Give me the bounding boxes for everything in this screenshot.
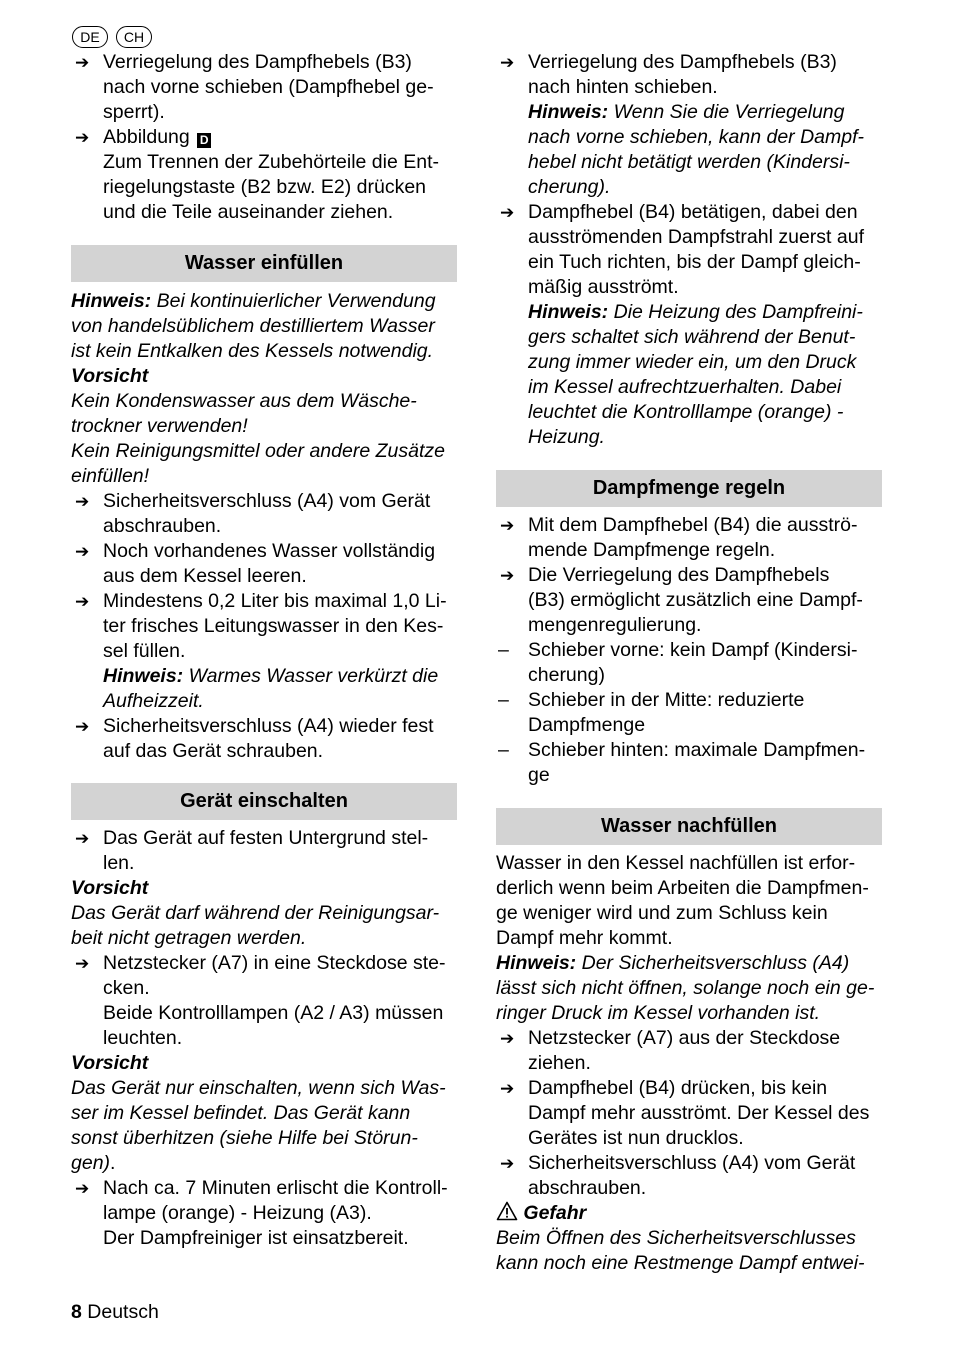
gefahr-text: Beim Öffnen des Sicherheitsverschlusses kann noch eine Restmenge Dampf entwei-	[496, 1227, 865, 1274]
vorsicht-text-3: Das Gerät nur einschalten, wenn sich Was- ser im Kessel befindet. Das Gerät kann sonst überhitzen (siehe Hilfe bei Störun- gen).	[71, 1077, 446, 1174]
gefahr-label: Gefahr	[496, 1201, 882, 1226]
separate-accessories-text: Zum Trennen der Zubehörteile die Ent- riegelungstaste (B2 bzw. E2) drücken und die Teile auseinander ziehen.	[103, 151, 440, 223]
hinweis-pressure: Hinweis: Der Sicherheitsverschluss (A4) lässt sich nicht öffnen, solange noch ein ge- ringer Druck im Kessel vorhanden ist.	[496, 952, 875, 1024]
step-regulate-steam: ➔ Mit dem Dampfhebel (B4) die ausströ- mende Dampfmenge regeln.	[496, 513, 882, 563]
vorsicht-text: Kein Kondenswasser aus dem Wäsche- trockner verwenden! Kein Reinigungsmittel oder andere Zusätze einfüllen!	[71, 390, 445, 487]
heading-geraet-einschalten: Gerät einschalten	[71, 783, 457, 820]
step-plug-in: ➔ Netzstecker (A7) in eine Steckdose ste- cken.	[71, 951, 457, 1001]
lamps-text: Beide Kontrolllampen (A2 / A3) müssen leuchten.	[103, 1002, 444, 1049]
step-lock-forward: ➔ Verriegelung des Dampfhebels (B3) nach vorne schieben (Dampfhebel ge- sperrt).	[71, 50, 457, 125]
refill-paragraph: Wasser in den Kessel nachfüllen ist erfor- derlich wenn beim Arbeiten die Dampfmen- ge weniger wird und zum Schluss kein Dampf mehr kommt.	[496, 852, 869, 949]
figure-d-icon: D	[197, 133, 211, 148]
step-release-steam: ➔ Dampfhebel (B4) drücken, bis kein Dampf mehr ausströmt. Der Kessel des Gerätes ist nun drucklos.	[496, 1076, 882, 1151]
left-column	[71, 50, 457, 1251]
step-lock-backward: ➔ Verriegelung des Dampfhebels (B3) nach hinten schieben.	[496, 50, 882, 100]
vorsicht-label-3: Vorsicht	[71, 1052, 149, 1074]
hinweis-warm-water: Hinweis: Warmes Wasser verkürzt die Aufheizzeit.	[103, 665, 439, 712]
heading-dampfmenge-regeln: Dampfmenge regeln	[496, 470, 882, 507]
slider-front-item: – Schieber vorne: kein Dampf (Kindersi- cherung)	[496, 638, 882, 688]
lang-badge-de: DE	[72, 26, 108, 48]
step-wait-heating: ➔ Nach ca. 7 Minuten erlischt die Kontroll- lampe (orange) - Heizung (A3).	[71, 1176, 457, 1226]
step-empty-water: ➔ Noch vorhandenes Wasser vollständig aus dem Kessel leeren.	[71, 539, 457, 589]
language-badges	[72, 26, 152, 48]
ready-text: Der Dampfreiniger ist einsatzbereit.	[103, 1227, 409, 1249]
vorsicht-text-2: Das Gerät darf während der Reinigungsar- beit nicht getragen werden.	[71, 902, 440, 949]
page-footer	[71, 1300, 159, 1325]
step-unscrew-cap-2: ➔ Sicherheitsverschluss (A4) vom Gerät abschrauben.	[496, 1151, 882, 1201]
hinweis-heating: Hinweis: Die Heizung des Dampfreini- gers schaltet sich während der Benut- zung immer wieder ein, um den Druck im Kessel aufrechtzuerhalten. Dabei leuchtet die Kontrolllampe (orange) - Heizung.	[528, 301, 863, 448]
footer-language: Deutsch	[87, 1301, 159, 1323]
right-column	[496, 50, 882, 1276]
page-number: 8	[71, 1301, 82, 1323]
step-lock-regulation: ➔ Die Verriegelung des Dampfhebels (B3) ermöglicht zusätzlich eine Dampf- mengenregulierung.	[496, 563, 882, 638]
step-fill-water: ➔ Mindestens 0,2 Liter bis maximal 1,0 Li- ter frisches Leitungswasser in den Kes- sel füllen.	[71, 589, 457, 664]
heading-wasser-einfuellen: Wasser einfüllen	[71, 245, 457, 282]
slider-middle-item: – Schieber in der Mitte: reduzierte Dampfmenge	[496, 688, 882, 738]
lang-badge-ch: CH	[116, 26, 152, 48]
vorsicht-label: Vorsicht	[71, 365, 149, 387]
heading-wasser-nachfuellen: Wasser nachfüllen	[496, 808, 882, 845]
vorsicht-label-2: Vorsicht	[71, 877, 149, 899]
step-place-device: ➔ Das Gerät auf festen Untergrund stel- len.	[71, 826, 457, 876]
step-unscrew-cap: ➔ Sicherheitsverschluss (A4) vom Gerät abschrauben.	[71, 489, 457, 539]
step-figure: ➔ Abbildung D	[71, 125, 457, 150]
step-screw-cap: ➔ Sicherheitsverschluss (A4) wieder fest auf das Gerät schrauben.	[71, 714, 457, 764]
hinweis-distilled-water: Hinweis: Bei kontinuierlicher Verwendung von handelsüblichem destilliertem Wasser ist kein Entkalken des Kessels notwendig.	[71, 290, 436, 362]
hinweis-child-lock: Hinweis: Wenn Sie die Verriegelung nach vorne schieben, kann der Dampf- hebel nicht betätigt werden (Kindersi- cherung).	[528, 101, 865, 198]
warning-triangle-icon	[496, 1201, 518, 1221]
step-operate-lever: ➔ Dampfhebel (B4) betätigen, dabei den ausströmenden Dampfstrahl zuerst auf ein Tuch richten, bis der Dampf gleich- mäßig ausströmt.	[496, 200, 882, 300]
step-unplug: ➔ Netzstecker (A7) aus der Steckdose ziehen.	[496, 1026, 882, 1076]
slider-back-item: – Schieber hinten: maximale Dampfmen- ge	[496, 738, 882, 788]
